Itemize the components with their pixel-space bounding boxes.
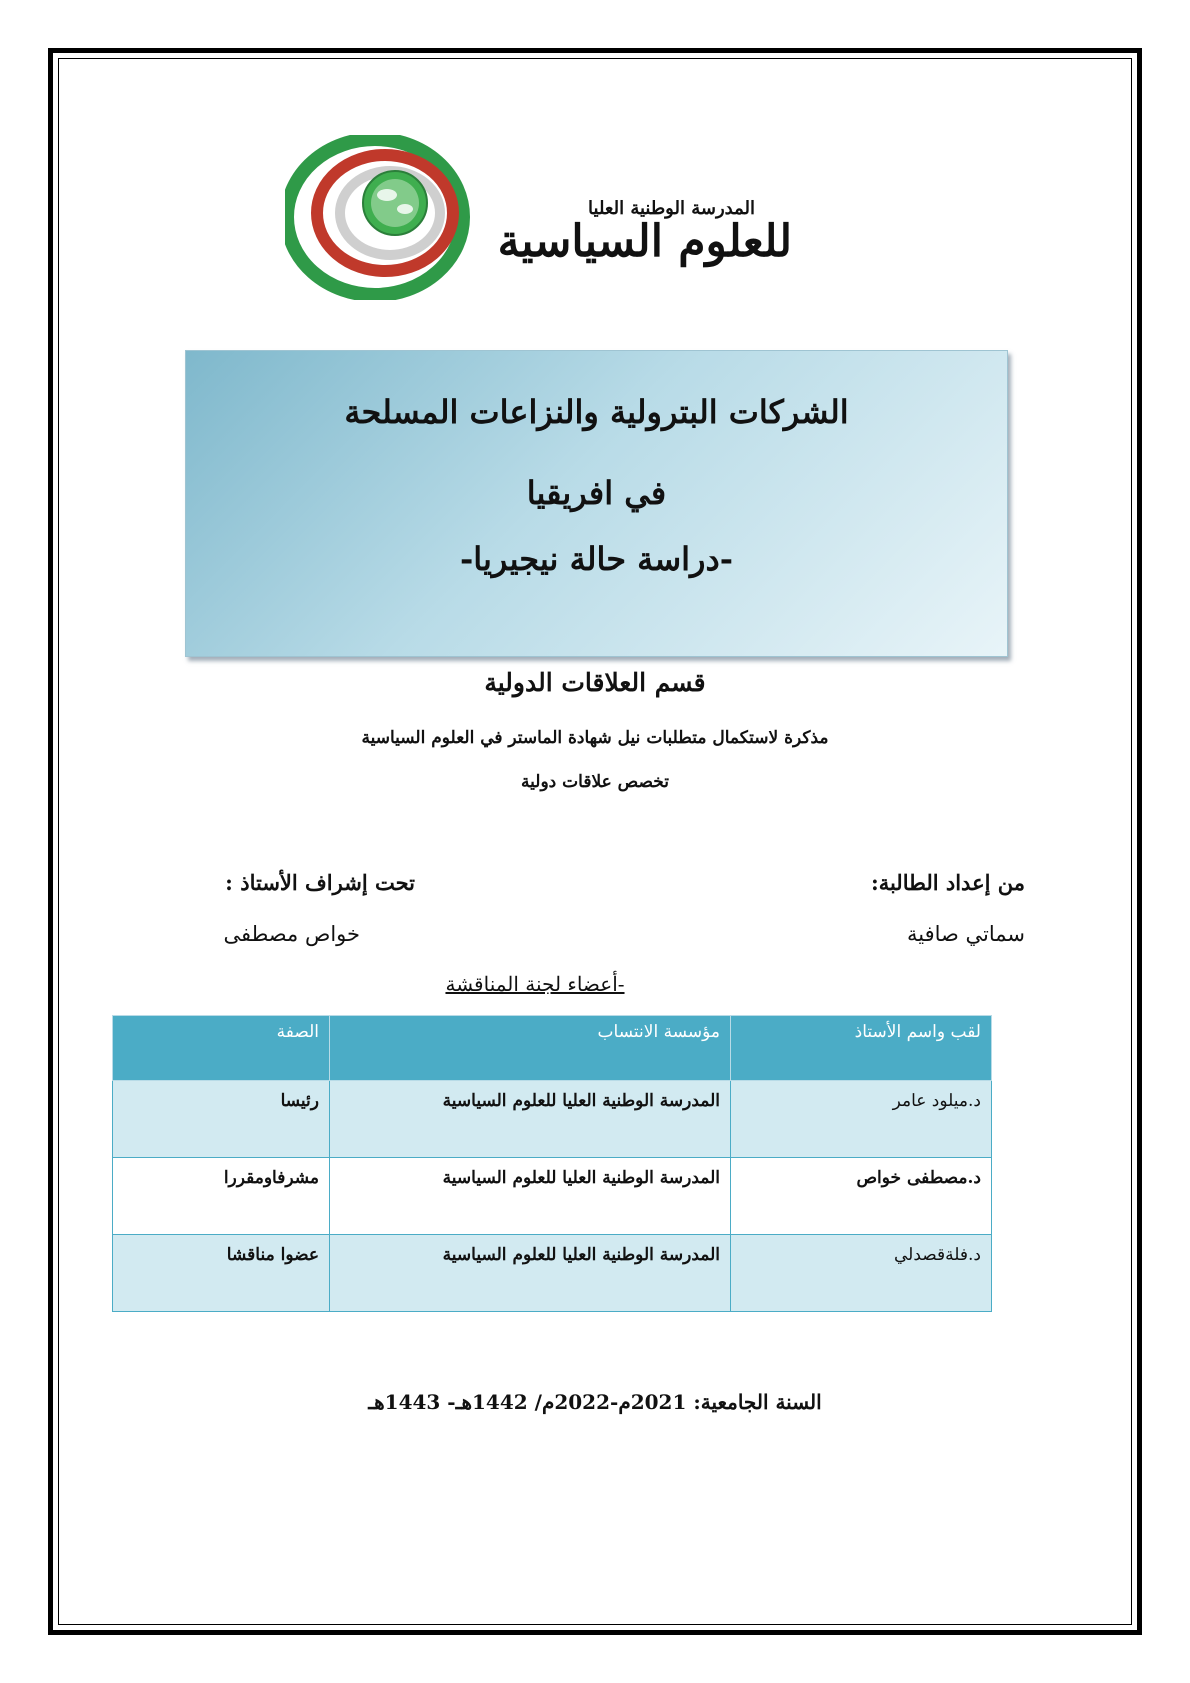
department-name: قسم العلاقات الدولية <box>484 668 706 697</box>
committee-heading: -أعضاء لجنة المناقشة <box>445 972 625 996</box>
jury-role: عضوا مناقشا <box>113 1235 330 1312</box>
thesis-title-line2: في افريقيا <box>526 474 667 512</box>
jury-name: د.مصطفى خواص <box>731 1158 992 1235</box>
jury-institution: المدرسة الوطنية العليا للعلوم السياسية <box>330 1158 731 1235</box>
header-name: لقب واسم الأستاذ <box>731 1016 992 1081</box>
table-row <box>113 1158 992 1235</box>
logo-text-small: المدرسة الوطنية العليا <box>588 198 755 219</box>
thesis-title-line3: -دراسة حالة نيجيريا- <box>459 540 734 578</box>
student-name: سماتي صافية <box>906 922 1025 946</box>
jury-table <box>112 1015 992 1312</box>
academic-year: السنة الجامعية: 2021م-2022م/ 1442هـ- 1443هـ <box>368 1390 822 1414</box>
table-row <box>113 1235 992 1312</box>
table-header-row <box>113 1016 992 1081</box>
specialty: تخصص علاقات دولية <box>521 772 669 792</box>
logo-text-big: للعلوم السياسية <box>497 216 792 267</box>
supervisor-name: خواص مصطفى <box>223 922 360 946</box>
jury-institution: المدرسة الوطنية العليا للعلوم السياسية <box>330 1081 731 1158</box>
header-institution: مؤسسة الانتساب <box>330 1016 731 1081</box>
supervised-by-label: تحت إشراف الأستاذ : <box>225 870 415 895</box>
jury-institution: المدرسة الوطنية العليا للعلوم السياسية <box>330 1235 731 1312</box>
jury-name: د.فلةقصدلي <box>731 1235 992 1312</box>
jury-name: د.ميلود عامر <box>731 1081 992 1158</box>
table-row <box>113 1081 992 1158</box>
memo-description: مذكرة لاستكمال متطلبات نيل شهادة الماستر في العلوم السياسية <box>361 728 829 748</box>
jury-role: رئيسا <box>113 1081 330 1158</box>
thesis-title-line1: الشركات البترولية والنزاعات المسلحة <box>344 393 849 431</box>
header-role: الصفة <box>113 1016 330 1081</box>
jury-role: مشرفاومقررا <box>113 1158 330 1235</box>
prepared-by-label: من إعداد الطالبة: <box>870 870 1025 895</box>
